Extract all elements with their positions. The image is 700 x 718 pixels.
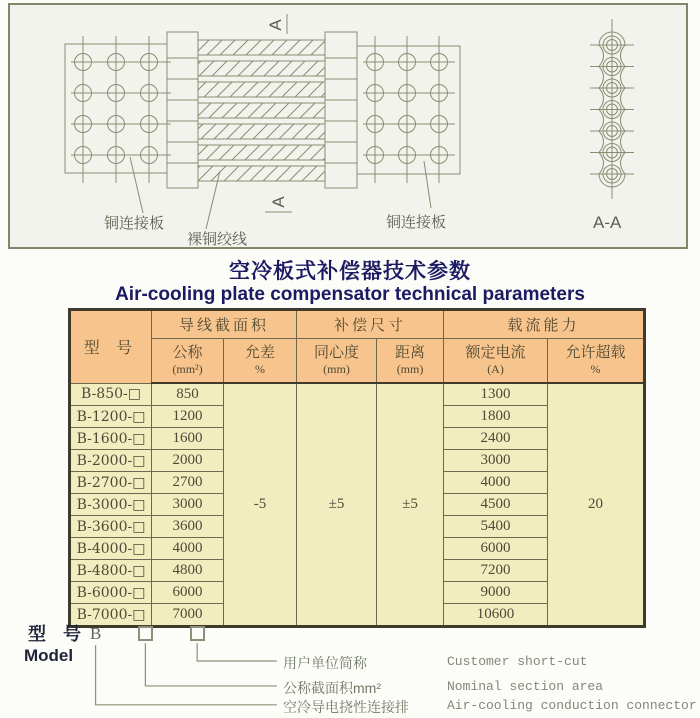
cell-model: B-4800-□ <box>70 560 152 582</box>
cell-rated-current: 9000 <box>444 582 548 604</box>
label-left-plate: 铜连接板 <box>104 215 165 232</box>
header-label: 允许超载 <box>565 343 626 361</box>
table-group-header-row <box>70 310 645 339</box>
title-block <box>0 260 700 305</box>
header-label: 允差 <box>245 343 276 361</box>
header-unit: (mm²) <box>172 361 203 376</box>
legend-item-connector-zh: 空冷导电挠性连接排 <box>283 699 409 715</box>
header-label: 额定电流 <box>465 343 526 361</box>
column-header-nominal <box>152 339 224 384</box>
legend-model-label-zh: 型 号 <box>28 624 88 644</box>
legend-item-nominal-zh: 公称截面积mm² <box>283 680 381 696</box>
page-title-zh: 空冷板式补偿器技术参数 <box>229 260 471 283</box>
legend-model-prefix: B <box>90 624 102 643</box>
cell-model: B-850-□ <box>70 383 152 406</box>
left-clamp <box>167 32 198 188</box>
cell-nominal: 7000 <box>152 604 224 627</box>
header-unit: % <box>590 361 601 376</box>
table-body <box>70 383 645 627</box>
column-header-tolerance <box>224 339 297 384</box>
header-unit: % <box>255 361 265 376</box>
cell-rated-current: 3000 <box>444 450 548 472</box>
cell-nominal: 1600 <box>152 428 224 450</box>
column-header-concentricity <box>297 339 377 384</box>
cell-rated-current: 2400 <box>444 428 548 450</box>
column-group-conductor-area: 导线截面积 <box>152 310 297 339</box>
cell-concentricity-merged: ±5 <box>297 383 377 627</box>
cell-overload-merged: 20 <box>548 383 645 627</box>
cell-tolerance-merged: -5 <box>224 383 297 627</box>
section-view-aa <box>590 19 634 199</box>
section-letter-top: A <box>266 19 285 31</box>
cell-rated-current: 6000 <box>444 538 548 560</box>
cell-nominal: 3600 <box>152 516 224 538</box>
column-header-rated-current <box>444 339 548 384</box>
cell-distance-merged: ±5 <box>377 383 444 627</box>
parameters-table <box>68 308 646 628</box>
cell-nominal: 850 <box>152 383 224 406</box>
header-label: 公称 <box>172 343 203 361</box>
column-header-model: 型 号 <box>70 310 152 384</box>
cell-nominal: 3000 <box>152 494 224 516</box>
page-title-en: Air-cooling plate compensator technical parameters <box>115 284 585 305</box>
cell-nominal: 4800 <box>152 560 224 582</box>
legend-item-connector-en: Air-cooling conduction connector <box>447 698 697 713</box>
cell-model: B-7000-□ <box>70 604 152 627</box>
legend-item-nominal-en: Nominal section area <box>447 679 604 694</box>
legend-item-customer-zh: 用户单位简称 <box>283 655 367 671</box>
cell-nominal: 2000 <box>152 450 224 472</box>
table-row <box>70 383 645 406</box>
cell-model: B-3600-□ <box>70 516 152 538</box>
cell-rated-current: 1300 <box>444 383 548 406</box>
cell-model: B-6000-□ <box>70 582 152 604</box>
technical-drawing <box>10 5 686 247</box>
header-unit: (A) <box>487 361 504 376</box>
cell-model: B-2700-□ <box>70 472 152 494</box>
drawing-panel <box>8 3 688 249</box>
cell-nominal: 1200 <box>152 406 224 428</box>
cell-model: B-2000-□ <box>70 450 152 472</box>
label-section-aa: A-A <box>593 213 622 232</box>
header-unit: (mm) <box>323 361 350 376</box>
header-unit: (mm) <box>396 361 424 376</box>
right-clamp <box>325 32 357 188</box>
cell-rated-current: 4000 <box>444 472 548 494</box>
cell-model: B-4000-□ <box>70 538 152 560</box>
header-label: 同心度 <box>314 343 360 361</box>
cell-nominal: 6000 <box>152 582 224 604</box>
cell-rated-current: 7200 <box>444 560 548 582</box>
cell-rated-current: 10600 <box>444 604 548 627</box>
stranded-wire-bands <box>198 40 325 181</box>
cell-nominal: 2700 <box>152 472 224 494</box>
cell-rated-current: 1800 <box>444 406 548 428</box>
column-header-distance <box>377 339 444 384</box>
section-letter-bottom: A <box>269 196 288 208</box>
column-group-current-capacity: 载流能力 <box>444 310 645 339</box>
cell-model: B-1600-□ <box>70 428 152 450</box>
label-bare-copper-wire: 裸铜绞线 <box>187 231 248 247</box>
column-header-overload <box>548 339 645 384</box>
legend-model-label-en: Model <box>24 646 74 665</box>
cell-rated-current: 4500 <box>444 494 548 516</box>
cell-nominal: 4000 <box>152 538 224 560</box>
table-sub-header-row <box>70 339 645 384</box>
cell-rated-current: 5400 <box>444 516 548 538</box>
label-right-plate: 铜连接板 <box>386 214 447 231</box>
legend-item-customer-en: Customer short-cut <box>447 654 588 669</box>
header-label: 距离 <box>395 343 426 361</box>
cell-model: B-3000-□ <box>70 494 152 516</box>
column-group-compensation-size: 补偿尺寸 <box>297 310 444 339</box>
cell-model: B-1200-□ <box>70 406 152 428</box>
